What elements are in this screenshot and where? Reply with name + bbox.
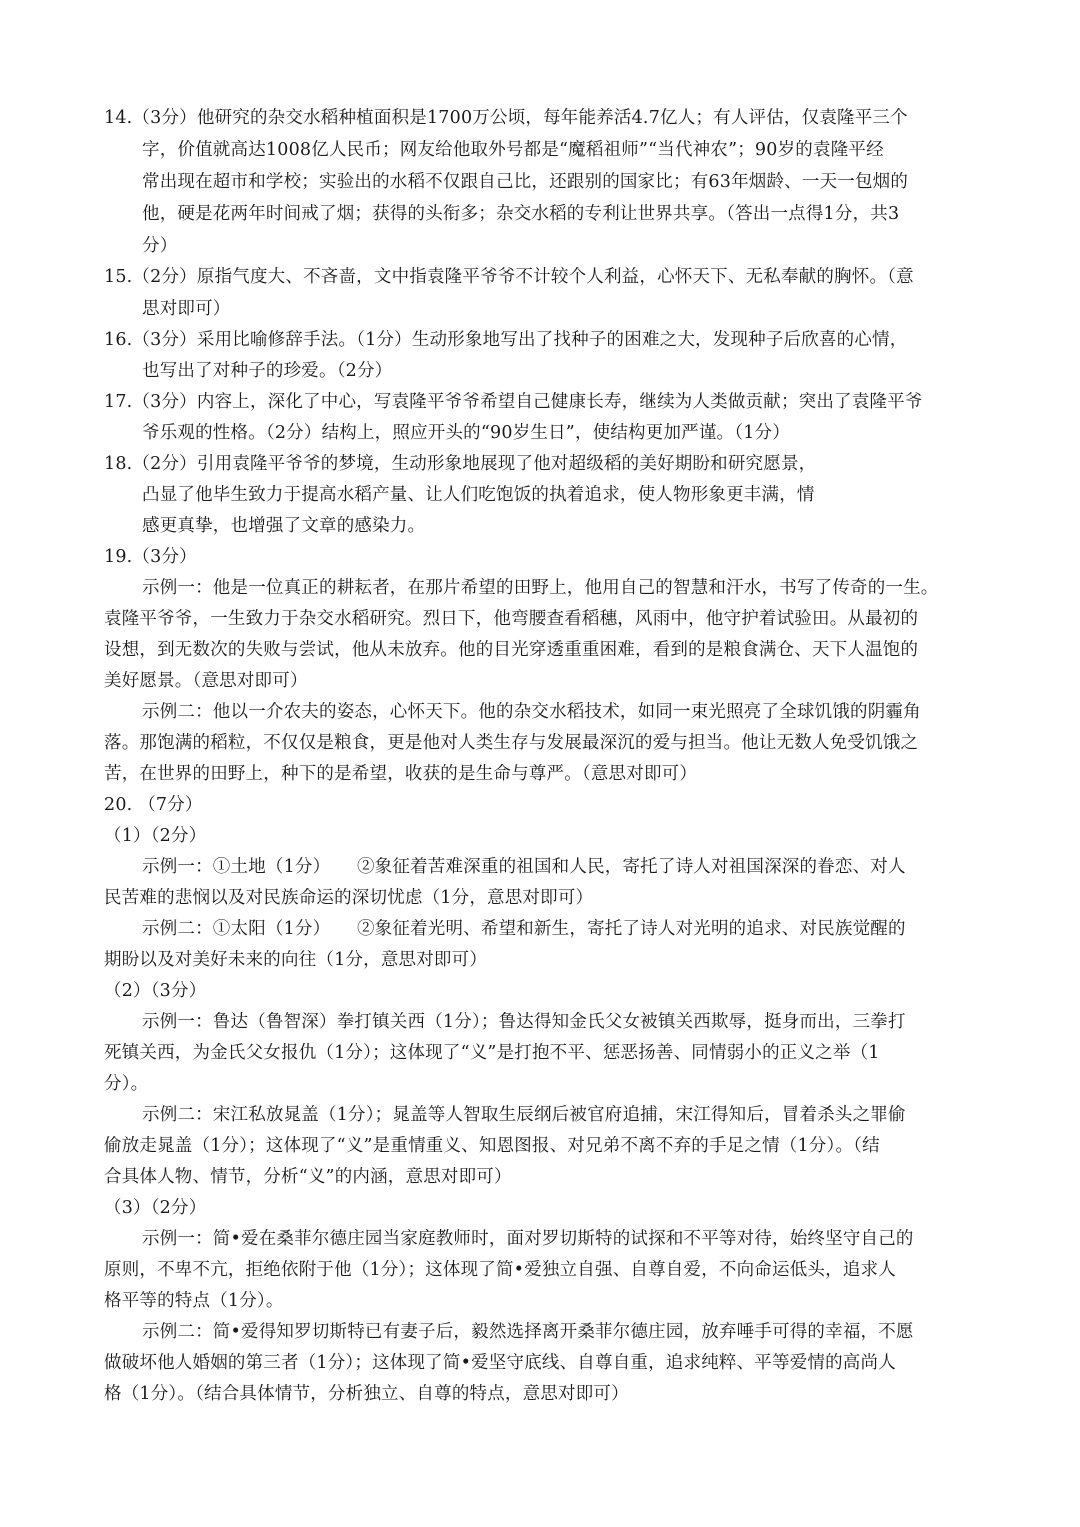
q20-part1-example2-line-1: 示例二：①太阳（1分） ②象征着光明、希望和新生，寄托了诗人对光明的追求、对民族觉醒的 — [142, 919, 906, 939]
q20-part3-example1-line-2: 原则，不卑不亢，拒绝依附于他（1分）；这体现了简•爱独立自强、自尊自爱，不向命运低头，追求人 — [104, 1260, 896, 1280]
q20-part1-example1-line-2: 民苦难的悲悯以及对民族命运的深切忧虑（1分，意思对即可） — [104, 888, 594, 908]
q14-line-1: 14.（3分）他研究的杂交水稻种植面积是1700万公顷，每年能养活4.7亿人；有人评估，仅袁隆平三个 — [104, 108, 908, 128]
q20-heading: 20. （7分） — [104, 795, 203, 815]
q19-example2-line-3: 苦，在世界的田野上，种下的是希望，收获的是生命与尊严。（意思对即可） — [104, 764, 698, 784]
q20-part3-example1-line-3: 格平等的特点（1分）。 — [104, 1291, 284, 1311]
q20-part3-example1-line-1: 示例一：简•爱在桑菲尔德庄园当家庭教师时，面对罗切斯特的试探和不平等对待，始终坚守自己的 — [142, 1229, 914, 1249]
q15-line-2: 思对即可） — [142, 299, 231, 319]
q20-part1-example1-line-1: 示例一：①土地（1分） ②象征着苦难深重的祖国和人民，寄托了诗人对祖国深深的眷恋、对人 — [142, 857, 906, 877]
q17-line-2: 爷乐观的性格。（2分）结构上，照应开头的“90岁生日”，使结构更加严谨。（1分） — [142, 423, 790, 443]
q14-line-3: 常出现在超市和学校；实验出的水稻不仅跟自己比，还跟别的国家比；有63年烟龄、一天一包烟的 — [142, 172, 909, 192]
q20-part2-example1-line-2: 死镇关西，为金氏父女报仇（1分）；这体现了“义”是打抱不平、惩恶扬善、同情弱小的正义之举（1 — [104, 1043, 880, 1063]
q18-line-1: 18.（2分）引用袁隆平爷爷的梦境，生动形象地展现了他对超级稻的美好期盼和研究愿景， — [104, 454, 817, 474]
q20-part1-example2-line-2: 期盼以及对美好未来的向往（1分，意思对即可） — [104, 950, 488, 970]
q16-line-1: 16.（3分）采用比喻修辞手法。（1分）生动形象地写出了找种子的困难之大，发现种子后欣喜的心情， — [104, 330, 908, 350]
q20-part2-example2-line-1: 示例二：宋江私放晁盖（1分）；晁盖等人智取生辰纲后被官府追捕，宋江得知后，冒着杀头之罪偷 — [142, 1105, 906, 1125]
q20-part2-example2-line-3: 合具体人物、情节，分析“义”的内涵，意思对即可） — [104, 1167, 512, 1187]
q20-part1-heading: （1）（2分） — [104, 826, 207, 846]
q18-line-3: 感更真挚，也增强了文章的感染力。 — [142, 516, 426, 536]
q20-part2-example2-line-2: 偷放走晁盖（1分）；这体现了“义”是重情重义、知恩图报、对兄弟不离不弃的手足之情（1分）。（结 — [104, 1136, 880, 1156]
q19-example2-line-2: 落。那饱满的稻粒，不仅仅是粮食，更是他对人类生存与发展最深沉的爱与担当。他让无数人免受饥饿之 — [104, 733, 919, 753]
q15-line-1: 15.（2分）原指气度大、不吝啬，文中指袁隆平爷爷不计较个人利益，心怀天下、无私奉献的胸怀。（意 — [104, 267, 914, 287]
q17-line-1: 17.（3分）内容上，深化了中心，写袁隆平爷爷希望自己健康长寿，继续为人类做贡献；突出了袁隆平爷 — [104, 392, 923, 412]
q19-example1-line-3: 设想，到无数次的失败与尝试，他从未放弃。他的目光穿透重重困难，看到的是粮食满仓、天下人温饱的 — [104, 640, 919, 660]
q19-example2-line-1: 示例二：他以一介农夫的姿态，心怀天下。他的杂交水稻技术，如同一束光照亮了全球饥饿的阴霾角 — [142, 702, 921, 722]
q19-example1-line-4: 美好愿景。（意思对即可） — [104, 671, 308, 691]
q19-heading: 19.（3分） — [104, 547, 197, 567]
q14-line-5: 分） — [142, 236, 178, 256]
q18-line-2: 凸显了他毕生致力于提高水稻产量、让人们吃饱饭的执着追求，使人物形象更丰满，情 — [142, 485, 815, 505]
q20-part3-heading: （3）（2分） — [104, 1198, 207, 1218]
q20-part3-example2-line-1: 示例二：简•爱得知罗切斯特已有妻子后，毅然选择离开桑菲尔德庄园，放弃唾手可得的幸福，不愿 — [142, 1322, 914, 1342]
q20-part3-example2-line-2: 做破坏他人婚姻的第三者（1分）；这体现了简•爱坚守底线、自尊自重，追求纯粹、平等爱情的高尚人 — [104, 1353, 896, 1373]
q20-part2-example1-line-1: 示例一：鲁达（鲁智深）拳打镇关西（1分）；鲁达得知金氏父女被镇关西欺辱，挺身而出，三拳打 — [142, 1012, 906, 1032]
q20-part2-example1-line-3: 分）。 — [104, 1074, 149, 1094]
q19-example1-line-1: 示例一：他是一位真正的耕耘者，在那片希望的田野上，他用自己的智慧和汗水，书写了传奇的一生。 — [142, 578, 939, 598]
q20-part2-heading: （2）（3分） — [104, 981, 207, 1001]
q16-line-2: 也写出了对种子的珍爱。（2分） — [142, 361, 393, 381]
q20-part3-example2-line-3: 格（1分）。（结合具体情节，分析独立、自尊的特点，意思对即可） — [104, 1384, 629, 1404]
q14-line-2: 字，价值就高达1008亿人民币；网友给他取外号都是“魔稻祖师”“当代神农”；90岁的袁隆平经 — [142, 140, 884, 160]
q14-line-4: 他，硬是花两年时间戒了烟；获得的头衔多；杂交水稻的专利让世界共享。（答出一点得1分，共3 — [142, 204, 900, 224]
q19-example1-line-2: 袁隆平爷爷，一生致力于杂交水稻研究。烈日下，他弯腰查看稻穗，风雨中，他守护着试验田。从最初的 — [104, 609, 919, 629]
